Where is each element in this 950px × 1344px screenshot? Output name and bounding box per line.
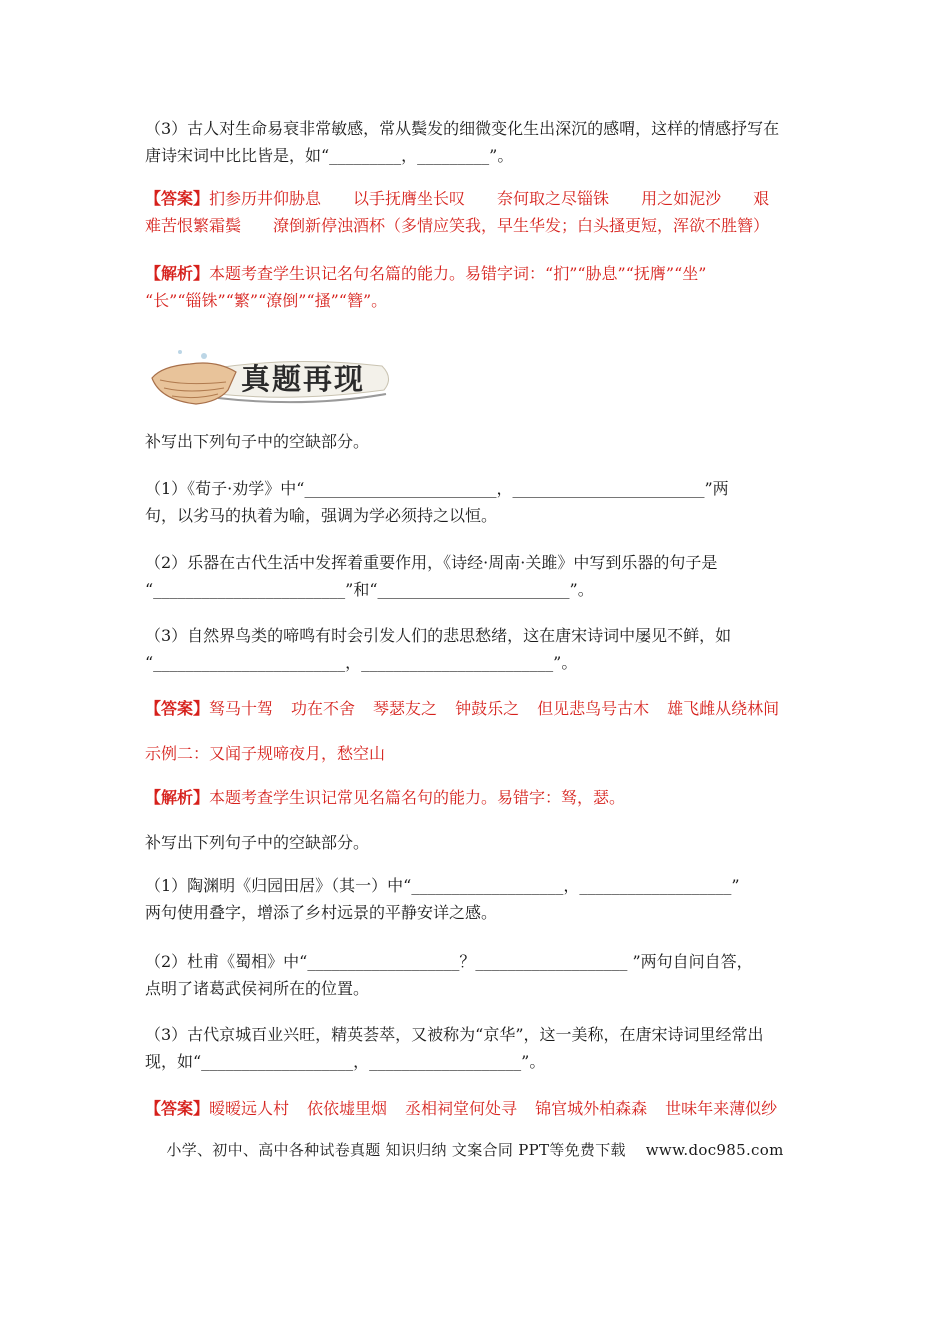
question-3-text: （3）自然界鸟类的啼鸣有时会引发人们的悲思愁绪，这在唐宋诗词中屡见不鲜，如 “________________________，________________________”。 (145, 626, 732, 672)
answer-block: 【答案】驽马十驾 功在不舍 琴瑟友之 钟鼓乐之 但见悲鸟号古木 雄飞雌从绕林间 (145, 699, 780, 718)
example-answer: 示例二：又闻子规啼夜月，愁空山 (145, 744, 386, 763)
answer-tag: 【答案】 (145, 1099, 210, 1118)
analysis-block: 【解析】本题考查学生识记名句名篇的能力。易错字词：“扪”“胁息”“抚膺”“坐” “长”“锱铢”“繁”“潦倒”“搔”“簪”。 (145, 264, 707, 310)
answer-block: 【答案】暧暧远人村 依依墟里烟 丞相祠堂何处寻 锦官城外柏森森 世味年来薄似纱 (145, 1099, 778, 1118)
banner-graphic (146, 338, 398, 416)
analysis-block: 【解析】本题考查学生识记常见名篇名句的能力。易错字：驽，瑟。 (145, 788, 626, 807)
analysis-tag: 【解析】 (145, 788, 210, 807)
footer-text: 小学、初中、高中各种试卷真题 知识归纳 文案合同 PPT等免费下载 (166, 1141, 626, 1159)
question-1-text: （1）陶渊明《归园田居》（其一）中“___________________，___________________” 两句使用叠字，增添了乡村远景的平静安详之感。 (145, 876, 740, 922)
question-1-text: （1）《荀子·劝学》中“________________________，________________________”两 句，以劣马的执着为喻，强调为学必须持之以恒。 (145, 479, 729, 525)
question-3-text: （3）古人对生命易衰非常敏感，常从鬓发的细微变化生出深沉的感喟，这样的情感抒写在 唐诗宋词中比比皆是，如“_________，_________”。 (145, 119, 780, 165)
analysis-tag: 【解析】 (145, 264, 210, 283)
banner-title: 真题再现 (241, 362, 366, 396)
section-banner (146, 338, 398, 416)
answer-block: 【答案】扪参历井仰胁息 以手抚膺坐长叹 奈何取之尽锱铢 用之如泥沙 艰 难苦恨繁霜鬓 潦倒新停浊酒杯（多情应笑我，早生华发；白头搔更短，浑欲不胜簪） (145, 189, 770, 235)
page-footer (0, 1139, 950, 1160)
answer-tag: 【答案】 (145, 189, 210, 208)
question-3-text: （3）古代京城百业兴旺，精英荟萃，又被称为“京华”，这一美称，在唐宋诗词里经常出 现，如“___________________，___________________”。 (145, 1025, 764, 1071)
answer-tag: 【答案】 (145, 699, 210, 718)
question-2-text: （2）杜甫《蜀相》中“___________________？___________________ ”两句自问自答， 点明了诸葛武侯祠所在的位置。 (145, 952, 753, 998)
instruction-text: 补写出下列句子中的空缺部分。 (145, 432, 370, 451)
question-2-text: （2）乐器在古代生活中发挥着重要作用，《诗经·周南·关雎》中写到乐器的句子是 “________________________”和“________________________”。 (145, 553, 718, 599)
footer-url[interactable]: www.doc985.com (645, 1141, 784, 1159)
instruction-text: 补写出下列句子中的空缺部分。 (145, 833, 370, 852)
